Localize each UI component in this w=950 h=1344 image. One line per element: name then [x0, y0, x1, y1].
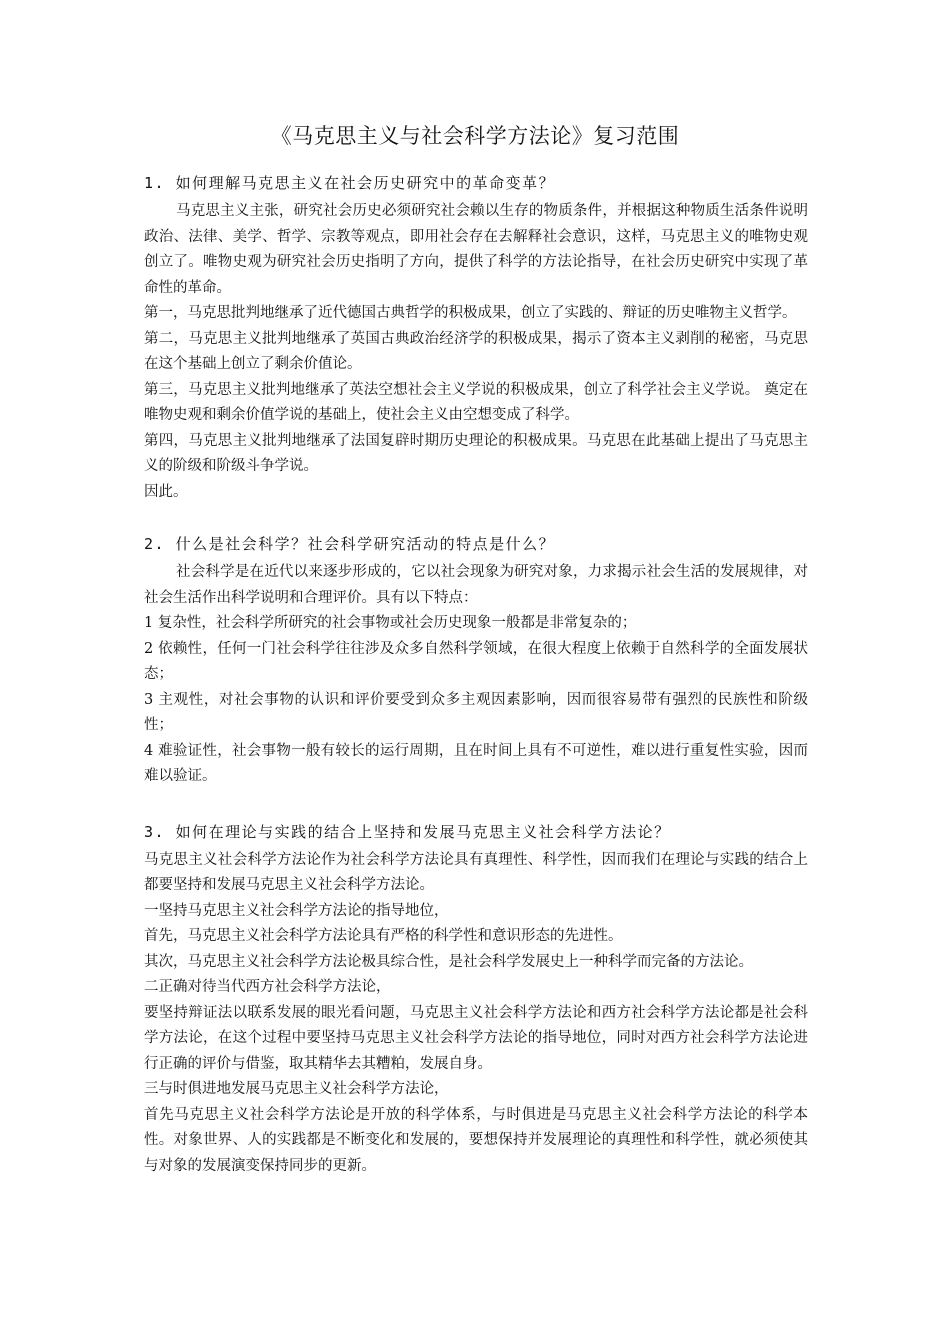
section-2: [144, 531, 808, 790]
section-3-question: 3. 如何在理论与实践的结合上坚持和发展马克思主义社会科学方法论？: [144, 822, 671, 841]
section-1-paragraph: 第一，马克思批判地继承了近代德国古典哲学的积极成果，创立了实践的、辩证的历史唯物主义哲学。: [144, 305, 797, 321]
section-3: [144, 819, 808, 1180]
section-2-paragraph: 社会科学是在近代以来逐步形成的，它以社会现象为研究对象，力求揭示社会生活的发展规律，对社会生活作出科学说明和合理评价。具有以下特点：: [144, 564, 808, 606]
section-3-paragraph: 三与时俱进地发展马克思主义社会科学方法论，: [144, 1081, 449, 1097]
section-3-paragraph: 马克思主义社会科学方法论作为社会科学方法论具有真理性、科学性，因而我们在理论与实践的结合上都要坚持和发展马克思主义社会科学方法论。: [144, 851, 808, 893]
section-3-paragraph: 首先马克思主义社会科学方法论是开放的科学体系，与时俱进是马克思主义社会科学方法论的科学本性。对象世界、人的实践都是不断变化和发展的，要想保持并发展理论的真理性和科学性，就必须使其与对象的发展演变保持同步的更新。: [144, 1106, 808, 1174]
section-3-paragraph: 首先，马克思主义社会科学方法论具有严格的科学性和意识形态的先进性。: [144, 928, 623, 944]
section-1-question: 1. 如何理解马克思主义在社会历史研究中的革命变革？: [144, 174, 556, 192]
section-spacer: [144, 505, 808, 531]
section-3-paragraph: 一坚持马克思主义社会科学方法论的指导地位，: [144, 902, 449, 919]
section-1-paragraph: 因此。: [144, 483, 188, 500]
document-body: [144, 170, 808, 1179]
section-1-paragraph: 第四，马克思主义批判地继承了法国复辟时期历史理论的积极成果。马克思在此基础上提出了马克思主义的阶级和阶级斗争学说。: [144, 432, 808, 474]
section-1: [144, 170, 808, 505]
section-2-question: 2. 什么是社会科学？社会科学研究活动的特点是什么？: [144, 535, 556, 553]
section-1-paragraph: 第二，马克思主义批判地继承了英国古典政治经济学的积极成果，揭示了资本主义剥削的秘密，马克思在这个基础上创立了剩余价值论。: [144, 330, 808, 372]
section-1-paragraph: 马克思主义主张，研究社会历史必须研究社会赖以生存的物质条件，并根据这种物质生活条件说明政治、法律、美学、哲学、宗教等观点，即用社会存在去解释社会意识，这样，马克思主义的唯物史观创立了。唯物史观为研究社会历史指明了方向，提供了科学的方法论指导，在社会历史研究中实现了革命性的革命。: [144, 203, 808, 296]
section-2-paragraph: 2 依赖性，任何一门社会科学往往涉及众多自然科学领域，在很大程度上依赖于自然科学的全面发展状态；: [144, 640, 808, 682]
section-2-paragraph: 4 难验证性，社会事物一般有较长的运行周期，且在时间上具有不可逆性，难以进行重复性实验，因而难以验证。: [144, 742, 808, 784]
section-3-paragraph: 其次，马克思主义社会科学方法论极具综合性，是社会科学发展史上一种科学而完备的方法论。: [144, 953, 753, 970]
section-3-paragraph: 二正确对待当代西方社会科学方法论，: [144, 979, 391, 995]
section-1-paragraph: 第三，马克思主义批判地继承了英法空想社会主义学说的积极成果，创立了科学社会主义学说。 奠定在唯物史观和剩余价值学说的基础上，使社会主义由空想变成了科学。: [144, 381, 808, 423]
section-3-paragraph: 要坚持辩证法以联系发展的眼光看问题，马克思主义社会科学方法论和西方社会科学方法论都是社会科学方法论，在这个过程中要坚持马克思主义社会科学方法论的指导地位，同时对西方社会科学方法论进行正确的评价与借鉴，取其精华去其糟粕，发展自身。: [144, 1004, 808, 1072]
document-title: 《马克思主义与社会科学方法论》复习范围: [270, 124, 680, 148]
section-2-paragraph: 1 复杂性，社会科学所研究的社会事物或社会历史现象一般都是非常复杂的；: [144, 615, 637, 631]
section-spacer: [144, 790, 808, 819]
section-2-paragraph: 3 主观性，对社会事物的认识和评价要受到众多主观因素影响，因而很容易带有强烈的民族性和阶级性；: [144, 691, 808, 733]
